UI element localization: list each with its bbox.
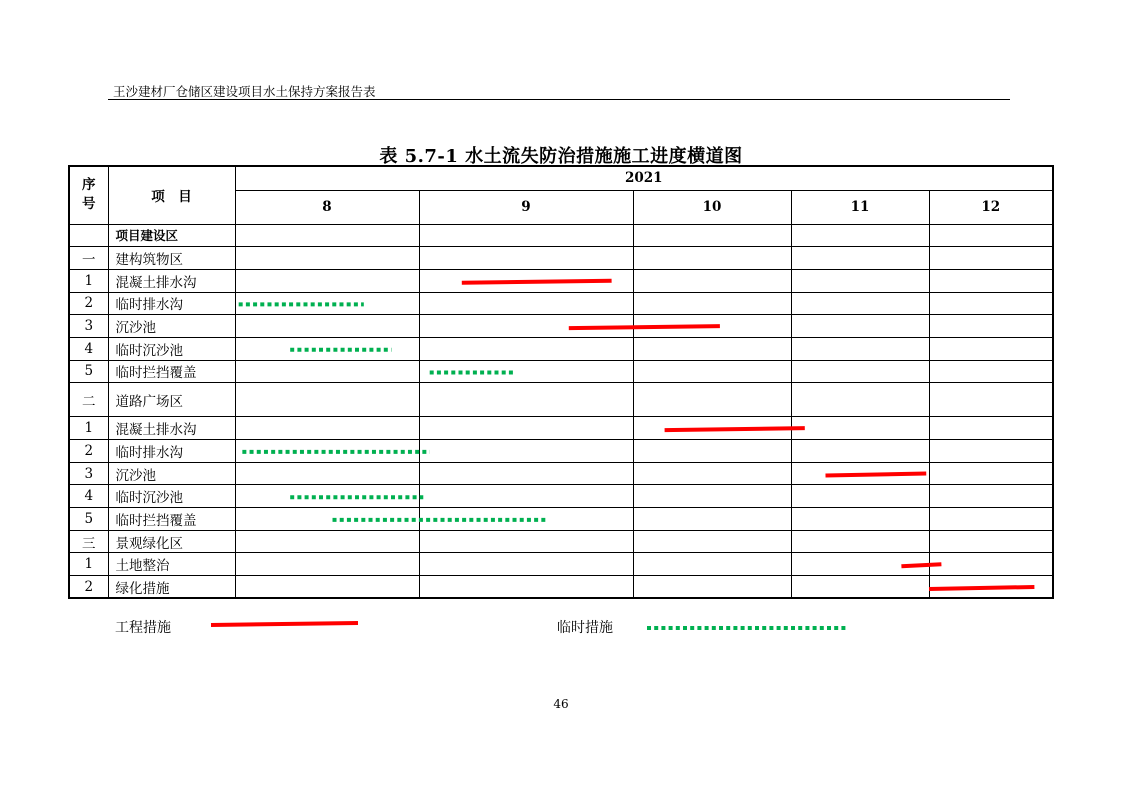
month-cell — [929, 315, 1053, 338]
month-cell — [633, 576, 791, 599]
month-cell — [929, 485, 1053, 508]
month-cell — [929, 417, 1053, 440]
row-item-name: 道路广场区 — [108, 383, 235, 417]
month-cell — [791, 576, 929, 599]
row-number: 二 — [69, 383, 108, 417]
month-cell — [419, 247, 633, 270]
table-row — [69, 247, 1053, 270]
row-item-name: 绿化措施 — [108, 576, 235, 599]
month-cell — [929, 224, 1053, 247]
row-item-name: 混凝土排水沟 — [108, 269, 235, 292]
month-cell — [633, 269, 791, 292]
month-cell — [929, 440, 1053, 463]
table-row — [69, 576, 1053, 599]
month-cell — [235, 383, 419, 417]
legend-temporary-swatch — [642, 622, 854, 634]
month-cell — [235, 224, 419, 247]
month-cell — [791, 337, 929, 360]
month-cell — [419, 530, 633, 553]
table-row — [69, 315, 1053, 338]
row-number: 1 — [69, 553, 108, 576]
legend-engineering-label: 工程措施 — [115, 620, 171, 636]
row-item-name: 沉沙池 — [108, 315, 235, 338]
table-row — [69, 508, 1053, 531]
row-item-name: 临时拦挡覆盖 — [108, 508, 235, 531]
table-row — [69, 485, 1053, 508]
month-cell — [235, 417, 419, 440]
month-cell — [791, 417, 929, 440]
row-item-name: 临时排水沟 — [108, 292, 235, 315]
col-no-header — [69, 166, 108, 224]
table-row — [69, 360, 1053, 383]
row-item-name: 临时排水沟 — [108, 440, 235, 463]
month-cell — [419, 485, 633, 508]
month-cell — [419, 292, 633, 315]
month-cell — [235, 576, 419, 599]
row-item-name: 临时沉沙池 — [108, 337, 235, 360]
month-cell — [633, 508, 791, 531]
month-cell — [235, 508, 419, 531]
row-number: 3 — [69, 315, 108, 338]
month-cell — [419, 462, 633, 485]
month-cell — [633, 360, 791, 383]
month-cell — [929, 292, 1053, 315]
month-cell — [791, 360, 929, 383]
month-cell — [633, 417, 791, 440]
month-cell — [791, 508, 929, 531]
schedule-table-wrapper — [68, 165, 1054, 599]
schedule-table — [68, 165, 1054, 599]
month-cell — [235, 553, 419, 576]
legend-temporary-label: 临时措施 — [557, 620, 613, 636]
month-cell — [929, 383, 1053, 417]
month-cell — [929, 530, 1053, 553]
month-cell — [633, 383, 791, 417]
month-cell — [419, 508, 633, 531]
row-item-name: 土地整治 — [108, 553, 235, 576]
row-number: 5 — [69, 508, 108, 531]
month-cell — [419, 417, 633, 440]
month-cell — [929, 508, 1053, 531]
month-header: 12 — [929, 190, 1053, 224]
month-cell — [235, 485, 419, 508]
table-row — [69, 292, 1053, 315]
month-cell — [791, 440, 929, 463]
month-cell — [929, 576, 1053, 599]
month-header: 11 — [791, 190, 929, 224]
month-cell — [633, 224, 791, 247]
row-number: 一 — [69, 247, 108, 270]
row-number: 2 — [69, 440, 108, 463]
month-cell — [929, 269, 1053, 292]
month-cell — [791, 530, 929, 553]
month-cell — [235, 440, 419, 463]
month-cell — [633, 462, 791, 485]
month-cell — [235, 315, 419, 338]
table-row — [69, 269, 1053, 292]
row-number: 3 — [69, 462, 108, 485]
month-cell — [791, 462, 929, 485]
month-cell — [633, 247, 791, 270]
row-item-name: 临时沉沙池 — [108, 485, 235, 508]
month-cell — [929, 247, 1053, 270]
month-cell — [791, 553, 929, 576]
row-number: 5 — [69, 360, 108, 383]
table-row — [69, 530, 1053, 553]
row-number: 2 — [69, 292, 108, 315]
month-cell — [419, 576, 633, 599]
month-cell — [235, 292, 419, 315]
row-number — [69, 224, 108, 247]
table-title: 表 5.7-1 水土流失防治措施施工进度横道图 — [379, 146, 743, 167]
month-cell — [929, 337, 1053, 360]
table-row — [69, 462, 1053, 485]
row-number: 4 — [69, 485, 108, 508]
page-number: 46 — [553, 697, 569, 711]
row-item-name: 临时拦挡覆盖 — [108, 360, 235, 383]
month-cell — [235, 269, 419, 292]
table-row — [69, 417, 1053, 440]
row-number: 1 — [69, 417, 108, 440]
row-item-name: 建构筑物区 — [108, 247, 235, 270]
col-item-header: 项 目 — [108, 166, 235, 224]
month-cell — [633, 440, 791, 463]
month-cell — [235, 360, 419, 383]
month-header: 8 — [235, 190, 419, 224]
month-cell — [633, 530, 791, 553]
row-item-name: 景观绿化区 — [108, 530, 235, 553]
year-header: 2021 — [235, 166, 1053, 190]
month-cell — [419, 360, 633, 383]
month-cell — [419, 553, 633, 576]
header-divider — [108, 99, 1010, 100]
row-item-name: 沉沙池 — [108, 462, 235, 485]
month-cell — [791, 224, 929, 247]
month-header: 10 — [633, 190, 791, 224]
month-cell — [791, 247, 929, 270]
month-cell — [419, 224, 633, 247]
month-cell — [633, 337, 791, 360]
month-cell — [419, 337, 633, 360]
month-cell — [791, 315, 929, 338]
legend-engineering-swatch — [205, 618, 365, 630]
table-row — [69, 553, 1053, 576]
month-cell — [929, 462, 1053, 485]
row-number: 1 — [69, 269, 108, 292]
month-cell — [791, 383, 929, 417]
month-cell — [235, 337, 419, 360]
month-cell — [419, 315, 633, 338]
row-number: 2 — [69, 576, 108, 599]
table-row — [69, 440, 1053, 463]
month-cell — [633, 553, 791, 576]
table-row — [69, 337, 1053, 360]
month-cell — [791, 485, 929, 508]
month-cell — [929, 553, 1053, 576]
col-no-header-text: 序 号 — [82, 177, 96, 213]
row-number: 4 — [69, 337, 108, 360]
month-cell — [791, 269, 929, 292]
month-cell — [929, 360, 1053, 383]
month-cell — [791, 292, 929, 315]
month-header: 9 — [419, 190, 633, 224]
month-cell — [633, 292, 791, 315]
month-cell — [419, 383, 633, 417]
row-number: 三 — [69, 530, 108, 553]
header-text: 王沙建材厂仓储区建设项目水土保持方案报告表 — [113, 84, 376, 99]
month-cell — [419, 269, 633, 292]
month-cell — [235, 462, 419, 485]
month-cell — [235, 530, 419, 553]
table-row — [69, 383, 1053, 417]
month-cell — [633, 315, 791, 338]
month-cell — [419, 440, 633, 463]
month-cell — [235, 247, 419, 270]
row-item-name: 混凝土排水沟 — [108, 417, 235, 440]
table-row — [69, 224, 1053, 247]
row-item-name: 项目建设区 — [108, 224, 235, 247]
month-cell — [633, 485, 791, 508]
